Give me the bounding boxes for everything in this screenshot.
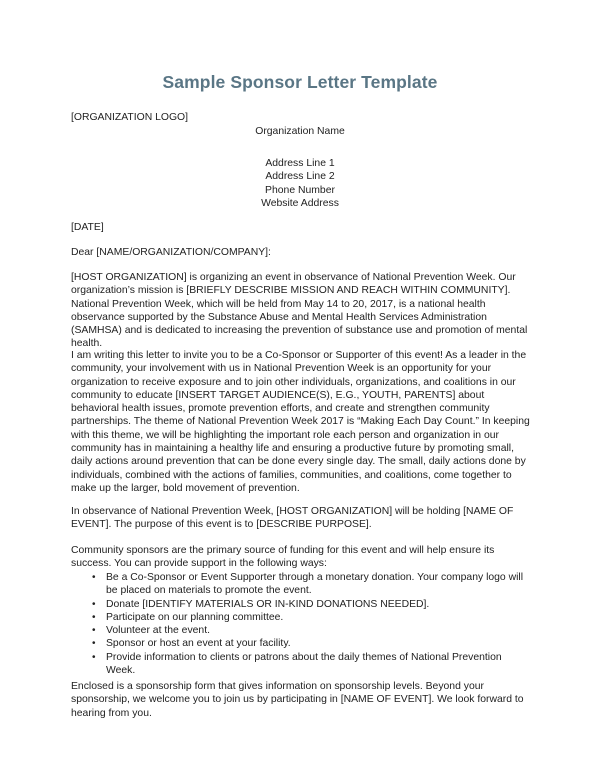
list-item-text: Volunteer at the event. <box>106 625 210 637</box>
phone-number: Phone Number <box>265 184 335 196</box>
paragraph-closing: Enclosed is a sponsorship form that gives information on sponsorship levels. Beyond your sponsorship, we welcome you to join us by participating in [NAME OF EVENT]. We look forward to hearing from you. <box>71 681 524 719</box>
list-item-text: Sponsor or host an event at your facility. <box>106 638 291 650</box>
bullet-icon: • <box>92 651 96 663</box>
list-item-text: Donate [IDENTIFY MATERIALS OR IN-KIND DONATIONS NEEDED]. <box>106 598 430 610</box>
address-block <box>0 157 600 210</box>
paragraph-intro: [HOST ORGANIZATION] is organizing an event in observance of National Prevention Week. Our organization’s mission is [BRIEFLY DESCRIBE MISSION AND REACH WITHIN COMMUNITY]. National Prevention Week, which will be held from May 14 to 20, 2017, is a national health observance supported by the Substance Abuse and Mental Health Services Administration (SAMHSA) and is dedicated to increasing the prevention of substance use and promotion of mental health. <box>71 272 528 350</box>
list-item-text: Be a Co-Sponsor or Event Supporter through a monetary donation. Your company logo will be placed on materials to promote the event. <box>106 572 524 597</box>
address-line-1: Address Line 1 <box>265 158 335 169</box>
website-address: Website Address <box>261 197 339 209</box>
bullet-icon: • <box>92 638 96 650</box>
list-item <box>71 637 533 650</box>
paragraph-event: In observance of National Prevention Week, [HOST ORGANIZATION] will be holding [NAME OF EVENT]. The purpose of this event is to [DESCRIBE PURPOSE]. <box>71 506 514 531</box>
paragraph-invitation: I am writing this letter to invite you to be a Co-Sponsor or Supporter of this event! As a leader in the community, your involvement with us in National Prevention Week is an opportunity for your organization to receive exposure and to join other individuals, organizations, and coalitions in our community to educate [INSERT TARGET AUDIENCE(S), E.G., YOUTH, PARENTS] about behavioral health issues, promote prevention efforts, and create and strengthen community partnerships. The theme of National Prevention Week 2017 is “Making Each Day Count.” In keeping with this theme, we will be highlighting the important role each person and organization in our community has in maintaining a healthy life and ensuring a productive future by promoting small, daily actions around prevention that can be done every single day. The small, daily actions done by individuals, combined with the actions of families, communities, and coalitions, come together to make up the larger, bold movement of prevention. <box>71 350 530 494</box>
list-item-text: Participate on our planning committee. <box>106 611 284 623</box>
document-title: Sample Sponsor Letter Template <box>162 72 438 92</box>
salutation: Dear [NAME/ORGANIZATION/COMPANY]: <box>71 247 271 258</box>
letter-date: [DATE] <box>71 222 104 233</box>
list-item-text: Provide information to clients or patrons about the daily themes of National Prevention Week. <box>106 651 502 677</box>
bullet-icon: • <box>92 572 96 583</box>
list-item <box>71 624 533 637</box>
bullet-icon: • <box>92 598 96 610</box>
organization-name: Organization Name <box>255 126 345 137</box>
list-item <box>71 651 533 678</box>
address-line-2: Address Line 2 <box>265 171 335 183</box>
bullet-icon: • <box>92 625 96 637</box>
organization-logo-placeholder: [ORGANIZATION LOGO] <box>71 112 189 123</box>
list-item <box>71 571 533 598</box>
support-ways-list <box>71 571 533 677</box>
list-item <box>71 611 533 624</box>
list-item <box>71 598 533 611</box>
paragraph-support-intro: Community sponsors are the primary source of funding for this event and will help ensure its success. You can provide support in the following ways: <box>71 545 495 570</box>
bullet-icon: • <box>92 611 96 623</box>
